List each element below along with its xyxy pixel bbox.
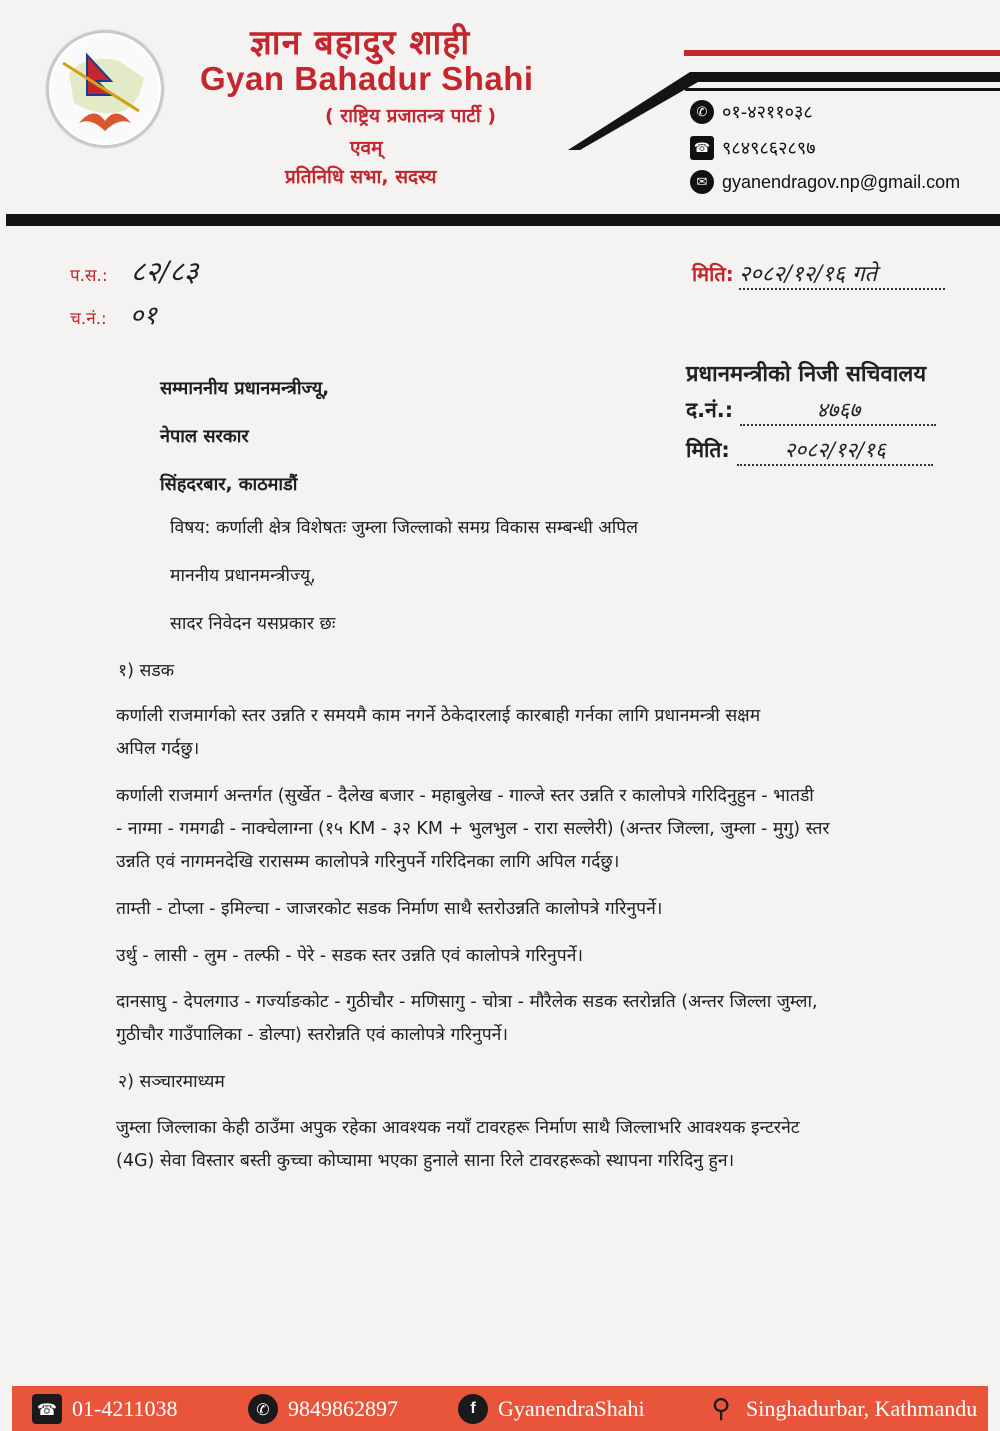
- conjunction: एवम्: [350, 137, 383, 159]
- addressee-location: सिंहदरबार, काठमाडौं: [160, 474, 298, 495]
- phone-text: ०१-४२११०३८: [722, 102, 813, 123]
- paragraph-line: - नाग्मा - गमगढी - नाक्चेलाग्ना (१५ KM - ३२ KM + भुलभुल - रारा सल्लेरी) (अन्तर जिल्ला, जुम्ला - मुगु) स्तर: [116, 819, 830, 839]
- logo-emblem: [49, 33, 161, 145]
- pa-sa-value: ८२/८३: [130, 255, 199, 288]
- paragraph-line: कर्णाली राजमार्गको स्तर उन्नति र समयमै काम नगर्ने ठेकेदारलाई कारबाही गर्नका लागि प्रधानमन्त्री सक्षम: [116, 706, 761, 726]
- paragraph-road-3: ताम्ती - टोप्ला - इमिल्चा - जाजरकोट सडक निर्माण साथै स्तरोउन्नति कालोपत्रे गरिनुपर्ने।: [116, 899, 663, 919]
- contact-mobile: [690, 136, 816, 160]
- paragraph-line: दानसाघु - देपलगाउ - गर्ज्याङकोट - गुठीचौर - मणिसागु - चोत्रा - मौरैलेक सडक स्तरोन्नति (अन्तर जिल्ला जुम्ला,: [116, 992, 818, 1012]
- subject-line: विषय: कर्णाली क्षेत्र विशेषतः जुम्ला जिल्लाको समग्र विकास सम्बन्धी अपिल: [170, 518, 639, 538]
- paragraph-line: कर्णाली राजमार्ग अन्तर्गत (सुर्खेत - दैलेख बजार - महाबुलेख - गाल्जे स्तर उन्नति र कालोपत्रे गरिदिनुहुन - भातडी: [116, 786, 814, 806]
- cha-na-value: ०१: [129, 301, 157, 331]
- party-name: ( राष्ट्रिय प्रजातन्त्र पार्टी ): [325, 105, 497, 127]
- header-rule: [6, 214, 1000, 226]
- paragraph-road-4: उर्थु - लासी - लुम - तल्फी - पेरे - सडक स्तर उन्नति एवं कालोपत्रे गरिनुपर्ने।: [116, 946, 584, 966]
- paragraph-line: उन्नति एवं नागमनदेखि रारासम्म कालोपत्रे गरिनुपर्ने गरिदिनका लागि अपिल गर्दछु।: [116, 852, 620, 872]
- footer-location-text: Singhadurbar, Kathmandu: [746, 1396, 978, 1421]
- date-label: मिति:: [692, 262, 734, 286]
- stamp-date: [686, 436, 933, 466]
- paragraph-line: अपिल गर्दछु।: [116, 739, 200, 759]
- telephone-icon: ☎: [32, 1394, 62, 1424]
- letter-date: [692, 258, 945, 290]
- name-nepali: ज्ञान बहादुर शाही: [250, 23, 471, 63]
- section-heading-road: १) सडक: [118, 661, 175, 681]
- phone-icon: ✆: [248, 1394, 278, 1424]
- mobile-text: ९८४९८६२८९७: [722, 138, 816, 159]
- stamp-da-na-label: द.नं.:: [686, 398, 734, 422]
- cha-na-label: च.नं.:: [70, 309, 107, 329]
- contact-phone: [690, 100, 813, 124]
- location-pin-icon: ⚲: [711, 1394, 731, 1424]
- paragraph-line: (4G) सेवा विस्तार बस्ती कुच्चा कोप्चामा भएका हुनाले साना रिले टावरहरूको स्थापना गरिदिनु हुन।: [116, 1151, 735, 1171]
- pa-sa-label: प.स.:: [70, 266, 108, 286]
- paragraph-line: गुठीचौर गाउँपालिका - डोल्पा) स्तरोन्नति एवं कालोपत्रे गरिनुपर्ने।: [116, 1025, 508, 1045]
- intro-line: सादर निवेदन यसप्रकार छः: [170, 614, 336, 634]
- paragraph-road-1: [116, 700, 936, 766]
- party-logo: [46, 30, 164, 148]
- paragraph-line: जुम्ला जिल्लाका केही ठाउँमा अपुक रहेका आवश्यक नयाँ टावरहरू निर्माण साथै जिल्लाभरि आवश्यक इन्टरनेट: [116, 1118, 800, 1138]
- stamp-office: प्रधानमन्त्रीको निजी सचिवालय: [686, 362, 927, 387]
- footer-mobile-text: 9849862897: [288, 1396, 398, 1421]
- footer-phone-text: 01-4211038: [72, 1396, 178, 1421]
- reference-pa-sa: [70, 252, 198, 290]
- stamp-date-label: मिति:: [686, 438, 730, 462]
- stamp-da-na-value: ४७६७: [740, 396, 936, 426]
- email-icon: ✉: [690, 170, 714, 194]
- addressee-government: नेपाल सरकार: [160, 426, 249, 447]
- stamp-date-value: २०८२/१२/१६: [737, 436, 933, 466]
- email-text: gyanendragov.np@gmail.com: [722, 171, 961, 192]
- paragraph-road-5: [116, 986, 936, 1052]
- telephone-icon: ☎: [690, 136, 714, 160]
- addressee-title: सम्माननीय प्रधानमन्त्रीज्यू,: [160, 378, 330, 399]
- paragraph-communication: [116, 1112, 936, 1178]
- contact-email: [690, 170, 960, 194]
- salutation: माननीय प्रधानमन्त्रीज्यू,: [170, 566, 316, 586]
- reference-cha-na: [70, 296, 157, 332]
- paragraph-road-2: [116, 780, 936, 879]
- footer-mobile: [248, 1394, 398, 1424]
- membership-title: प्रतिनिधि सभा, सदस्य: [285, 166, 437, 188]
- phone-icon: ✆: [690, 100, 714, 124]
- stamp-da-na: [686, 396, 936, 426]
- footer-location: [706, 1394, 977, 1424]
- name-english: Gyan Bahadur Shahi: [200, 60, 534, 97]
- header-decorative-lines: [560, 40, 1000, 150]
- footer-phone: [32, 1394, 178, 1424]
- footer-facebook: [458, 1394, 645, 1424]
- facebook-icon: f: [458, 1394, 488, 1424]
- section-heading-communication: २) सञ्चारमाध्यम: [118, 1072, 225, 1092]
- footer-bar: [12, 1386, 988, 1431]
- footer-facebook-text: GyanendraShahi: [498, 1396, 645, 1421]
- date-value: २०८२/१२/१६ गते: [739, 258, 945, 290]
